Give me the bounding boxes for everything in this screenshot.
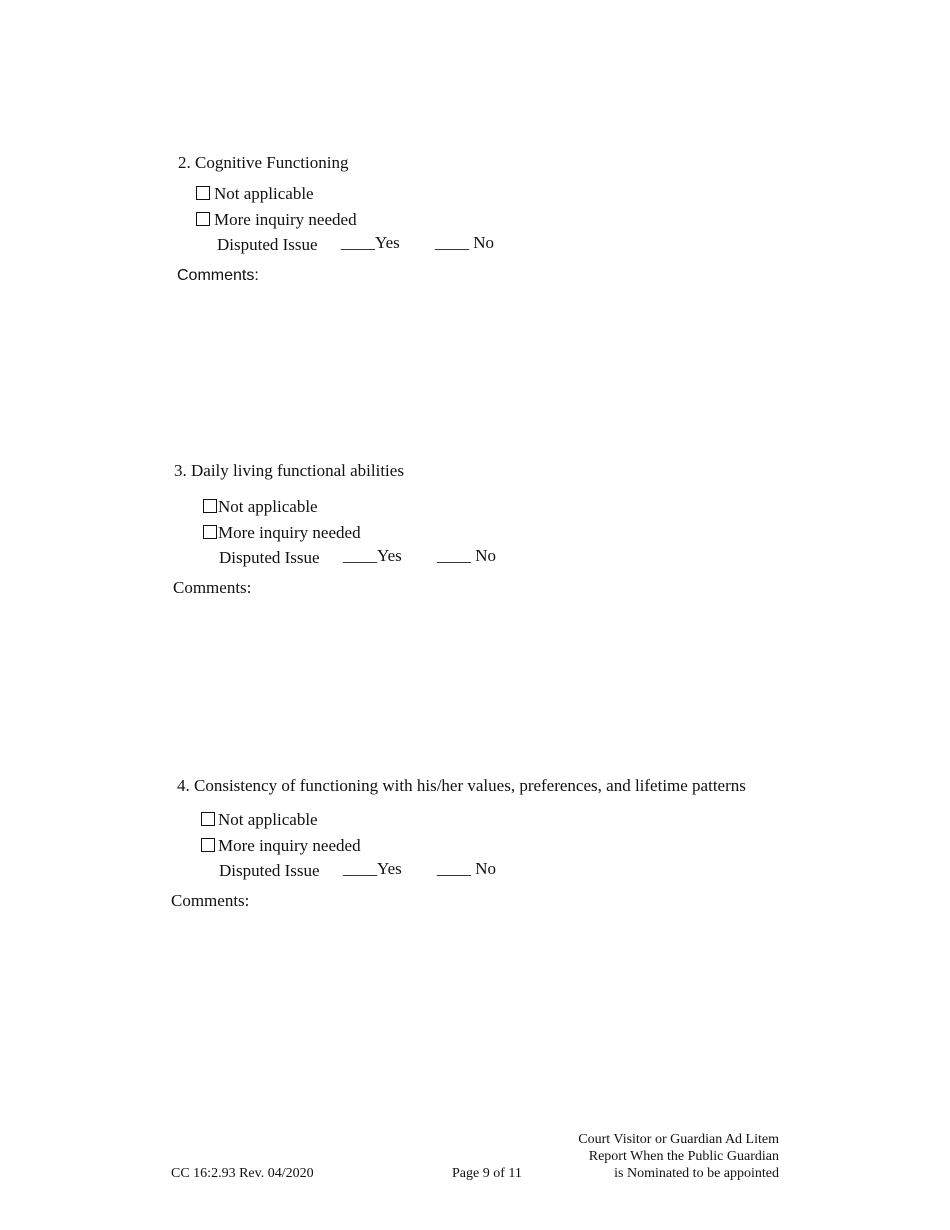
more-inquiry-checkbox-2[interactable] xyxy=(196,210,357,230)
footer-title xyxy=(520,1131,779,1182)
checkbox-icon[interactable] xyxy=(201,838,215,852)
section-2-heading: 2. Cognitive Functioning xyxy=(178,153,349,172)
disputed-yes-field-2[interactable]: ____Yes xyxy=(341,233,400,252)
not-applicable-label: Not applicable xyxy=(218,810,318,829)
disputed-no-field-2[interactable]: ____ No xyxy=(435,233,495,252)
disputed-yes-field-4[interactable]: ____Yes xyxy=(343,859,402,878)
footer-title-line-3: is Nominated to be appointed xyxy=(614,1166,779,1181)
footer-title-line-1: Court Visitor or Guardian Ad Litem xyxy=(578,1132,779,1147)
comments-label-3: Comments: xyxy=(173,578,252,597)
not-applicable-checkbox-4[interactable] xyxy=(201,810,318,830)
checkbox-icon[interactable] xyxy=(203,525,217,539)
form-number: CC 16:2.93 Rev. 04/2020 xyxy=(171,1166,314,1181)
more-inquiry-label: More inquiry needed xyxy=(218,523,361,542)
not-applicable-checkbox-2[interactable] xyxy=(196,184,314,204)
disputed-yes-field-3[interactable]: ____Yes xyxy=(343,546,402,565)
more-inquiry-label: More inquiry needed xyxy=(214,210,357,229)
checkbox-icon[interactable] xyxy=(196,186,210,200)
section-3-heading: 3. Daily living functional abilities xyxy=(174,461,404,480)
disputed-issue-label-2: Disputed Issue xyxy=(217,235,318,254)
checkbox-icon[interactable] xyxy=(196,212,210,226)
not-applicable-checkbox-3[interactable] xyxy=(203,497,318,517)
page-number: Page 9 of 11 xyxy=(452,1166,522,1181)
comments-label-4: Comments: xyxy=(171,891,250,910)
checkbox-icon[interactable] xyxy=(203,499,217,513)
more-inquiry-checkbox-4[interactable] xyxy=(201,836,361,856)
more-inquiry-checkbox-3[interactable] xyxy=(203,523,361,543)
not-applicable-label: Not applicable xyxy=(218,497,318,516)
disputed-issue-label-4: Disputed Issue xyxy=(219,861,320,880)
comments-label-2: Comments: xyxy=(177,267,259,284)
disputed-no-field-3[interactable]: ____ No xyxy=(437,546,497,565)
section-4-heading: 4. Consistency of functioning with his/her values, preferences, and lifetime patterns xyxy=(177,776,746,795)
disputed-no-field-4[interactable]: ____ No xyxy=(437,859,497,878)
not-applicable-label: Not applicable xyxy=(214,184,314,203)
checkbox-icon[interactable] xyxy=(201,812,215,826)
disputed-issue-label-3: Disputed Issue xyxy=(219,548,320,567)
footer-title-line-2: Report When the Public Guardian xyxy=(588,1149,779,1164)
more-inquiry-label: More inquiry needed xyxy=(218,836,361,855)
